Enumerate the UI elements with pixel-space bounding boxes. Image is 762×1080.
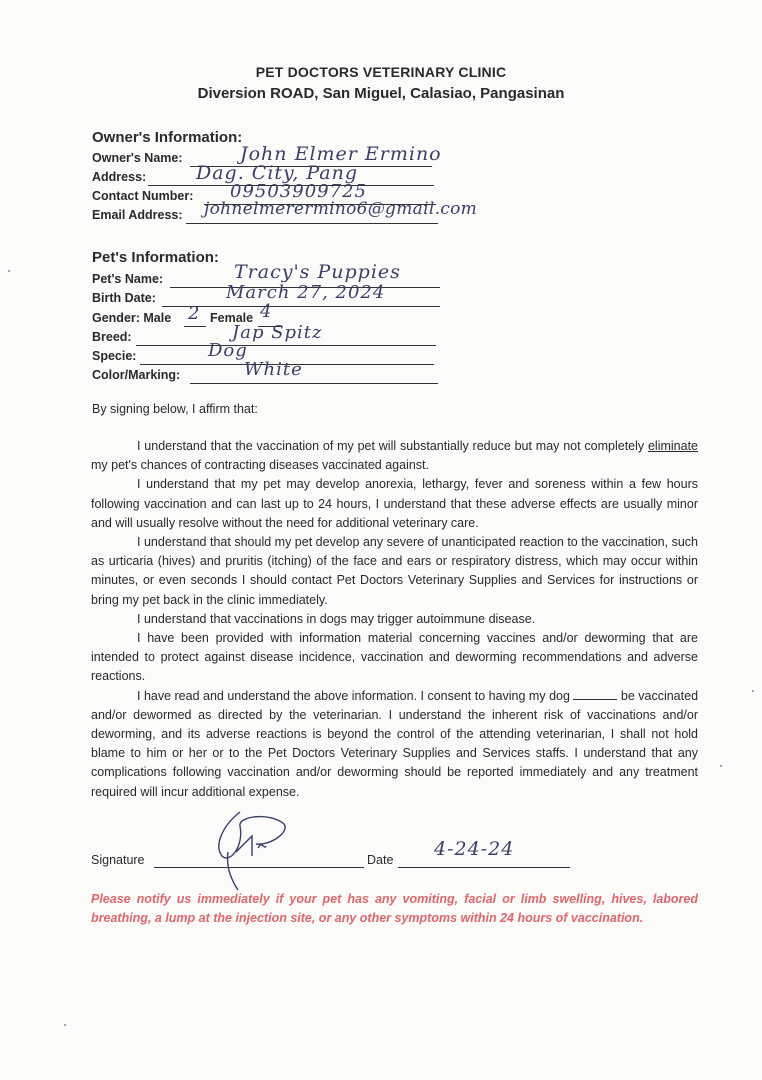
breed-label: Breed: — [92, 330, 132, 344]
breed-line — [136, 345, 436, 346]
signature-date-value[interactable]: 4-24-24 — [434, 838, 515, 860]
contact-number-label: Contact Number: — [92, 189, 194, 203]
scan-speck — [720, 765, 722, 767]
clinic-name: PET DOCTORS VETERINARY CLINIC — [255, 64, 507, 80]
color-marking-label: Color/Marking: — [92, 368, 181, 382]
dog-name-blank[interactable] — [573, 689, 617, 700]
signature-label: Signature — [91, 853, 145, 867]
specie-label: Specie: — [92, 349, 137, 363]
female-label: Female — [210, 311, 254, 325]
birth-date-line — [162, 306, 440, 307]
scan-speck — [752, 690, 754, 692]
consent-paragraph-4: I understand that vaccinations in dogs may trigger autoimmune disease. — [137, 611, 536, 626]
email-line — [186, 223, 438, 224]
female-count-value[interactable]: 4 — [260, 301, 273, 322]
male-count-value[interactable]: 2 — [188, 303, 201, 324]
pet-name-value[interactable]: Tracy's Puppies — [234, 261, 401, 283]
post-vaccination-notice: Please notify us immediately if your pet has any vomiting, facial or limb swelling, hives, labored breathing, a lump at the injection site, or any other symptoms within 24 hours of vaccination. — [91, 892, 698, 925]
email-label: Email Address: — [92, 208, 183, 222]
contact-number-value[interactable]: 09503909725 — [230, 181, 367, 202]
consent-paragraph-2: I understand that my pet may develop anorexia, lethargy, fever and soreness within a few hours following vaccination and can last up to 24 hours, I understand that these adverse effects are usually minor and will usually resolve without the need for additional veterinary care. — [91, 477, 698, 530]
owner-section-title: Owner's Information: — [92, 129, 243, 146]
date-line — [398, 867, 570, 868]
address-value[interactable]: Dag. City, Pang — [196, 162, 358, 184]
pet-name-label: Pet's Name: — [92, 272, 164, 286]
consent-paragraph-3: I understand that should my pet develop any severe of unanticipated reaction to the vaccination, such as urticaria (hives) and pruritis (itching) of the face and ears or respiratory distress, which may occur within minutes, or even seconds I should contact Pet Doctors Veterinary Supplies and Services for instructions or bring my pet back in the clinic immediately. — [91, 535, 698, 607]
birth-date-value[interactable]: March 27, 2024 — [226, 282, 386, 303]
scan-speck — [8, 270, 10, 272]
date-label: Date — [367, 853, 394, 867]
signature-scribble-icon — [200, 806, 290, 896]
consent-intro: By signing below, I affirm that: — [92, 402, 258, 416]
color-marking-value[interactable]: White — [244, 359, 303, 380]
address-label: Address: — [92, 170, 147, 184]
consent-body — [91, 437, 698, 802]
pet-section-title: Pet's Information: — [92, 249, 219, 266]
birth-date-label: Birth Date: — [92, 291, 156, 305]
consent-paragraph-5: I have been provided with information material concerning vaccines and/or deworming that are intended to protect against disease incidence, vaccination and deworming recommendations and adverse reactions. — [91, 631, 698, 684]
consent-paragraph-6: I have read and understand the above information. I consent to having my dog be vaccinated and/or dewormed as directed by the veterinarian. I understand the inherent risk of vaccinations and/or deworming, and its adverse reactions is beyond the control of the attending veterinarian, I shall not hold blame to him or her or to the Pet Doctors Veterinary Supplies and Services staffs. I understand that any complications following vaccination and/or deworming should be reported immediately and any treatment required will incur additional expense. — [91, 688, 699, 799]
consent-paragraph-1: I understand that the vaccination of my pet will substantially reduce but may not completely eliminate my pet's chances of contracting diseases vaccinated against. — [91, 439, 698, 473]
owner-name-value[interactable]: John Elmer Ermino — [240, 143, 442, 165]
color-marking-line — [190, 383, 438, 384]
specie-value[interactable]: Dog — [208, 340, 248, 361]
breed-value[interactable]: Jap Spitz — [232, 322, 323, 343]
male-line — [184, 326, 206, 327]
owner-name-label: Owner's Name: — [92, 151, 183, 165]
email-value[interactable]: johnelmerermino6@gmail.com — [204, 199, 478, 219]
scan-speck — [64, 1024, 66, 1026]
clinic-address: Diversion ROAD, San Miguel, Calasiao, Pangasinan — [197, 85, 565, 102]
gender-male-label: Gender: Male — [92, 311, 172, 325]
